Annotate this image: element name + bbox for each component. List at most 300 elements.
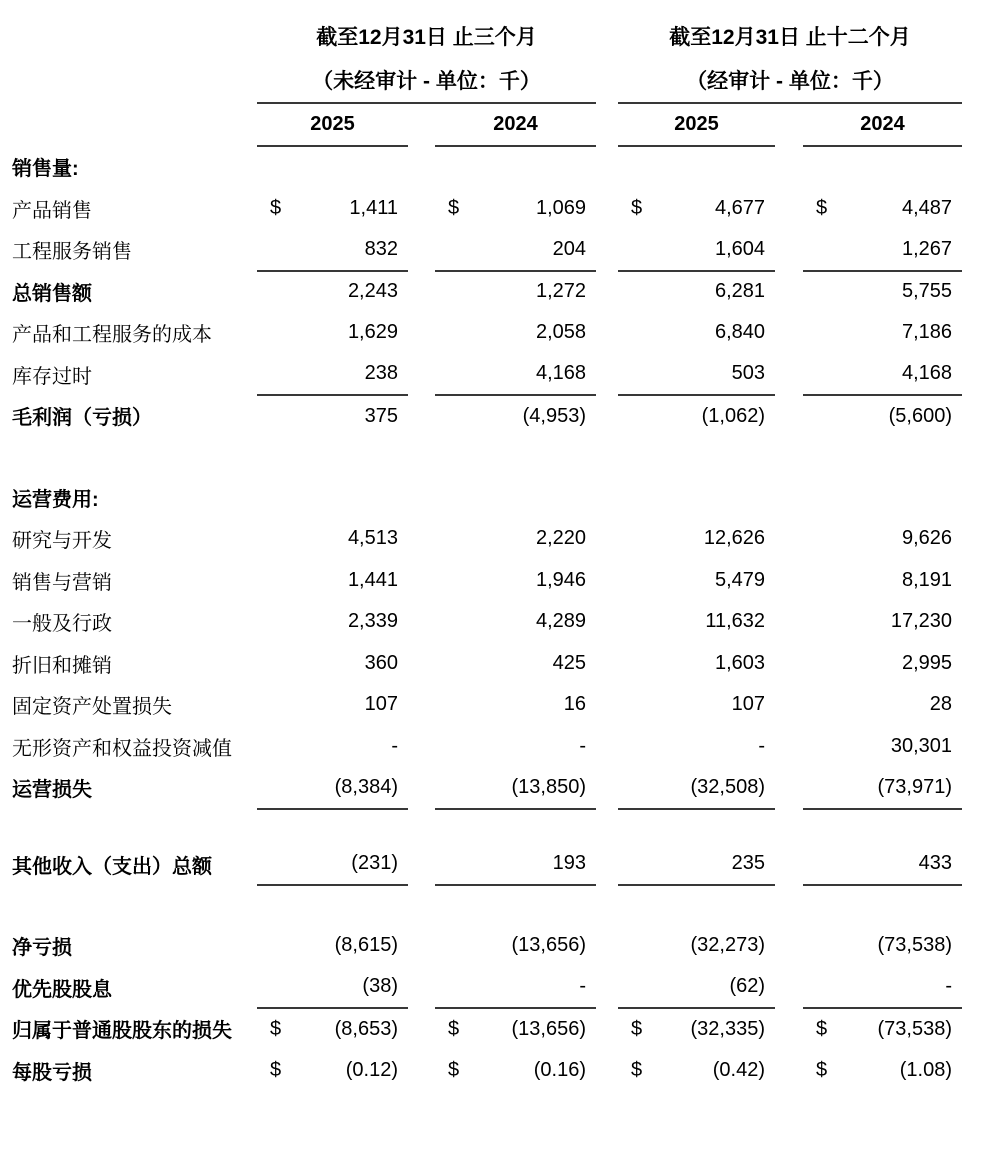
right-margin xyxy=(962,601,984,643)
currency-cell xyxy=(435,271,465,313)
currency-cell xyxy=(618,229,648,271)
right-margin xyxy=(962,560,984,602)
right-margin xyxy=(962,967,984,1009)
row-label: 产品销售 xyxy=(12,199,92,222)
cell-value: 5,479 xyxy=(714,568,766,591)
column-gap xyxy=(775,1050,803,1092)
column-gap xyxy=(775,312,803,354)
column-gap xyxy=(775,601,803,643)
row-label: 总销售额 xyxy=(12,282,92,305)
year-column-y-2024: 2024 xyxy=(803,103,962,146)
row-label: 运营费用: xyxy=(12,488,99,511)
table-row xyxy=(0,726,984,768)
column-gap xyxy=(596,229,618,271)
cell-value xyxy=(465,477,596,519)
year-column-y-2025: 2025 xyxy=(618,103,775,146)
cell-value: (73,538) xyxy=(877,934,953,957)
right-margin xyxy=(962,14,984,58)
currency-cell xyxy=(803,767,833,809)
cell-value: (32,335) xyxy=(690,1017,766,1040)
table-row xyxy=(0,844,984,886)
cell-value: 375 xyxy=(364,404,398,427)
column-gap xyxy=(408,726,435,768)
currency-cell xyxy=(803,518,833,560)
row-label: 其他收入（支出）总额 xyxy=(12,855,212,878)
section-row xyxy=(0,477,984,519)
currency-symbol: $ xyxy=(270,1017,282,1040)
right-margin xyxy=(962,188,984,230)
column-gap xyxy=(408,1008,435,1050)
column-gap xyxy=(596,518,618,560)
column-gap xyxy=(775,925,803,967)
cell-value: 204 xyxy=(465,229,596,271)
cell-value: (0.12) xyxy=(345,1058,398,1081)
column-gap xyxy=(408,601,435,643)
column-gap xyxy=(596,1008,618,1050)
row-label: 销售量: xyxy=(12,158,79,181)
currency-cell xyxy=(257,684,287,726)
column-gap xyxy=(408,684,435,726)
cell-value: (62) xyxy=(648,967,775,1009)
cell-value: 7,186 xyxy=(901,321,953,344)
currency-cell xyxy=(257,271,287,313)
column-gap xyxy=(408,518,435,560)
table-row xyxy=(0,271,984,313)
column-gap xyxy=(775,395,803,437)
column-gap xyxy=(775,560,803,602)
cell-value xyxy=(648,477,775,519)
currency-cell xyxy=(257,518,287,560)
currency-cell xyxy=(435,726,465,768)
currency-cell xyxy=(257,395,287,437)
cell-value: (231) xyxy=(287,844,408,886)
currency-cell xyxy=(803,726,833,768)
cell-value: - xyxy=(579,734,587,757)
cell-value: (73,971) xyxy=(833,767,962,809)
table-row xyxy=(0,395,984,437)
currency-cell xyxy=(803,477,833,519)
currency-cell xyxy=(618,146,648,188)
column-gap xyxy=(408,103,435,146)
cell-value: 2,339 xyxy=(347,610,398,633)
cell-value: 16 xyxy=(563,693,587,716)
currency-cell xyxy=(435,684,465,726)
table-row xyxy=(0,188,984,230)
column-gap xyxy=(775,188,803,230)
row-label: 销售与营销 xyxy=(12,571,112,594)
column-gap xyxy=(775,271,803,313)
cell-value: 6,281 xyxy=(714,280,766,303)
currency-cell xyxy=(435,967,465,1009)
currency-cell xyxy=(618,601,648,643)
cell-value: 4,289 xyxy=(535,610,587,633)
cell-value: 8,191 xyxy=(901,568,953,591)
currency-cell xyxy=(257,560,287,602)
row-label: 产品和工程服务的成本 xyxy=(12,324,212,347)
column-gap xyxy=(596,395,618,437)
right-margin xyxy=(962,518,984,560)
header-group-subtitle-row xyxy=(0,58,984,103)
currency-cell xyxy=(435,601,465,643)
currency-cell xyxy=(803,560,833,602)
right-margin xyxy=(962,684,984,726)
cell-value: 360 xyxy=(364,651,398,674)
row-label: 折旧和摊销 xyxy=(12,654,112,677)
currency-cell xyxy=(803,395,833,437)
currency-cell xyxy=(435,146,465,188)
currency-cell xyxy=(618,518,648,560)
currency-symbol: $ xyxy=(816,1058,828,1081)
currency-cell xyxy=(257,925,287,967)
table-row xyxy=(0,643,984,685)
table-row xyxy=(0,229,984,271)
currency-cell xyxy=(618,726,648,768)
cell-value: (13,656) xyxy=(511,934,587,957)
cell-value xyxy=(648,146,775,188)
column-gap xyxy=(596,58,618,103)
currency-cell xyxy=(618,312,648,354)
column-gap xyxy=(596,103,618,146)
cell-value xyxy=(465,146,596,188)
table-body xyxy=(0,146,984,1091)
cell-value: (32,508) xyxy=(648,767,775,809)
cell-value: 11,632 xyxy=(705,610,766,633)
currency-symbol: $ xyxy=(448,1058,460,1081)
column-gap xyxy=(408,312,435,354)
spacer-cell xyxy=(0,885,984,925)
cell-value: (73,538) xyxy=(877,1017,953,1040)
right-margin xyxy=(962,767,984,809)
spacer-cell xyxy=(0,809,984,844)
row-label: 净亏损 xyxy=(12,937,72,960)
cell-value: 2,995 xyxy=(901,651,953,674)
row-label: 固定资产处置损失 xyxy=(12,696,172,719)
currency-cell xyxy=(803,146,833,188)
cell-value: 1,603 xyxy=(714,651,766,674)
currency-cell xyxy=(803,925,833,967)
cell-value: (8,615) xyxy=(334,934,398,957)
right-margin xyxy=(962,925,984,967)
column-gap xyxy=(596,312,618,354)
cell-value: 503 xyxy=(648,354,775,396)
column-gap xyxy=(596,684,618,726)
cell-value: 193 xyxy=(465,844,596,886)
currency-cell xyxy=(618,354,648,396)
column-gap xyxy=(775,844,803,886)
currency-symbol: $ xyxy=(816,196,828,219)
currency-symbol: $ xyxy=(631,1017,643,1040)
column-gap xyxy=(775,684,803,726)
cell-value: 5,755 xyxy=(901,280,953,303)
header-label-spacer xyxy=(0,58,257,103)
column-gap xyxy=(775,643,803,685)
column-gap xyxy=(596,601,618,643)
cell-value: 4,168 xyxy=(465,354,596,396)
cell-value: 12,626 xyxy=(703,527,766,550)
currency-symbol: $ xyxy=(816,1017,828,1040)
cell-value: 9,626 xyxy=(901,527,953,550)
right-margin xyxy=(962,1050,984,1092)
column-gap xyxy=(408,967,435,1009)
spacer-cell xyxy=(0,437,984,477)
table-row xyxy=(0,925,984,967)
column-gap xyxy=(775,1008,803,1050)
currency-cell xyxy=(257,312,287,354)
currency-cell xyxy=(257,354,287,396)
cell-value: 2,220 xyxy=(535,527,587,550)
table-row xyxy=(0,1008,984,1050)
currency-cell xyxy=(803,684,833,726)
cell-value: 2,058 xyxy=(535,321,587,344)
cell-value: 235 xyxy=(648,844,775,886)
row-label: 毛利润（亏损） xyxy=(12,407,152,430)
cell-value: - xyxy=(391,734,398,757)
column-gap xyxy=(775,477,803,519)
table-row xyxy=(0,684,984,726)
right-margin xyxy=(962,643,984,685)
cell-value: (38) xyxy=(287,967,408,1009)
currency-cell xyxy=(435,229,465,271)
right-margin xyxy=(962,354,984,396)
right-margin xyxy=(962,229,984,271)
cell-value: 107 xyxy=(731,693,766,716)
cell-value: 1,267 xyxy=(833,229,962,271)
row-label: 优先股股息 xyxy=(12,978,112,1001)
cell-value: 17,230 xyxy=(890,610,953,633)
currency-symbol: $ xyxy=(270,1058,282,1081)
column-gap xyxy=(596,844,618,886)
cell-value: 1,272 xyxy=(535,280,587,303)
currency-cell xyxy=(803,229,833,271)
table-row xyxy=(0,354,984,396)
right-margin xyxy=(962,146,984,188)
column-gap xyxy=(408,767,435,809)
cell-value: (13,656) xyxy=(511,1017,587,1040)
currency-cell xyxy=(803,312,833,354)
column-gap xyxy=(408,395,435,437)
column-gap xyxy=(408,1050,435,1092)
currency-cell xyxy=(435,354,465,396)
cell-value: 4,513 xyxy=(347,527,398,550)
currency-cell xyxy=(435,477,465,519)
right-margin xyxy=(962,271,984,313)
column-gap xyxy=(596,14,618,58)
column-gap xyxy=(596,146,618,188)
column-gap xyxy=(408,844,435,886)
cell-value xyxy=(833,146,962,188)
column-gap xyxy=(596,925,618,967)
row-label: 无形资产和权益投资减值 xyxy=(12,737,232,760)
table-row xyxy=(0,967,984,1009)
cell-value: (4,953) xyxy=(522,404,587,427)
column-gap xyxy=(408,229,435,271)
cell-value: - xyxy=(465,967,596,1009)
cell-value: 425 xyxy=(552,651,587,674)
currency-symbol: $ xyxy=(270,196,282,219)
column-gap xyxy=(775,354,803,396)
currency-cell xyxy=(435,643,465,685)
spacer-row xyxy=(0,437,984,477)
header-years-row xyxy=(0,103,984,146)
cell-value: 1,441 xyxy=(347,568,398,591)
currency-symbol: $ xyxy=(631,196,643,219)
column-gap xyxy=(775,103,803,146)
currency-cell xyxy=(618,967,648,1009)
column-gap xyxy=(775,229,803,271)
right-margin xyxy=(962,844,984,886)
row-label: 研究与开发 xyxy=(12,530,112,553)
cell-value: (0.42) xyxy=(712,1058,766,1081)
currency-cell xyxy=(618,925,648,967)
cell-value: 30,301 xyxy=(890,734,953,757)
column-gap xyxy=(596,354,618,396)
currency-cell xyxy=(257,601,287,643)
currency-cell xyxy=(435,518,465,560)
cell-value: - xyxy=(758,734,766,757)
cell-value: - xyxy=(833,967,962,1009)
cell-value: 6,840 xyxy=(714,321,766,344)
currency-cell xyxy=(257,844,287,886)
column-gap xyxy=(408,271,435,313)
currency-symbol: $ xyxy=(448,1017,460,1040)
table-row xyxy=(0,560,984,602)
column-gap xyxy=(775,146,803,188)
column-gap xyxy=(775,726,803,768)
currency-cell xyxy=(803,601,833,643)
column-gap xyxy=(775,967,803,1009)
currency-cell xyxy=(803,844,833,886)
group-subtitle-unaudited: （未经审计 - 单位：千） xyxy=(257,58,596,103)
row-label: 每股亏损 xyxy=(12,1061,92,1084)
currency-cell xyxy=(618,767,648,809)
right-margin xyxy=(962,395,984,437)
currency-symbol: $ xyxy=(448,196,460,219)
row-label: 一般及行政 xyxy=(12,613,112,636)
header-group-title-row xyxy=(0,14,984,58)
currency-cell xyxy=(435,844,465,886)
cell-value: 1,069 xyxy=(535,196,587,219)
cell-value: 433 xyxy=(833,844,962,886)
right-margin xyxy=(962,58,984,103)
currency-cell xyxy=(803,354,833,396)
year-column-q-2025: 2025 xyxy=(257,103,408,146)
currency-cell xyxy=(618,560,648,602)
currency-cell xyxy=(257,967,287,1009)
column-gap xyxy=(408,560,435,602)
cell-value: 28 xyxy=(929,693,953,716)
right-margin xyxy=(962,312,984,354)
currency-cell xyxy=(257,146,287,188)
spacer-row xyxy=(0,885,984,925)
right-margin xyxy=(962,726,984,768)
right-margin xyxy=(962,477,984,519)
cell-value: (8,384) xyxy=(287,767,408,809)
column-gap xyxy=(408,925,435,967)
column-gap xyxy=(596,560,618,602)
column-gap xyxy=(408,188,435,230)
cell-value: (13,850) xyxy=(465,767,596,809)
group-title-three-months: 截至12月31日 止三个月 xyxy=(316,26,537,49)
currency-cell xyxy=(618,643,648,685)
currency-cell xyxy=(618,271,648,313)
cell-value: 4,677 xyxy=(714,196,766,219)
currency-cell xyxy=(803,967,833,1009)
currency-cell xyxy=(803,271,833,313)
column-gap xyxy=(596,643,618,685)
currency-cell xyxy=(803,643,833,685)
header-label-spacer xyxy=(0,103,257,146)
column-gap xyxy=(596,477,618,519)
currency-cell xyxy=(435,395,465,437)
cell-value: 1,411 xyxy=(349,196,398,219)
column-gap xyxy=(775,518,803,560)
cell-value: 2,243 xyxy=(347,280,398,303)
group-subtitle-audited: （经审计 - 单位：千） xyxy=(618,58,962,103)
currency-cell xyxy=(435,312,465,354)
column-gap xyxy=(596,271,618,313)
column-gap xyxy=(408,354,435,396)
column-gap xyxy=(596,967,618,1009)
cell-value: 238 xyxy=(287,354,408,396)
header-label-spacer xyxy=(0,14,257,58)
table-row xyxy=(0,767,984,809)
currency-cell xyxy=(257,726,287,768)
currency-cell xyxy=(618,684,648,726)
column-gap xyxy=(775,767,803,809)
group-title-twelve-months: 截至12月31日 止十二个月 xyxy=(669,26,911,49)
currency-cell xyxy=(618,395,648,437)
currency-cell xyxy=(257,477,287,519)
cell-value xyxy=(287,146,408,188)
cell-value: (32,273) xyxy=(690,934,766,957)
cell-value: (0.16) xyxy=(533,1058,587,1081)
cell-value: 832 xyxy=(287,229,408,271)
column-gap xyxy=(596,767,618,809)
row-label: 工程服务销售 xyxy=(12,241,132,264)
right-margin xyxy=(962,103,984,146)
column-gap xyxy=(408,477,435,519)
cell-value xyxy=(833,477,962,519)
currency-cell xyxy=(618,477,648,519)
section-row xyxy=(0,146,984,188)
cell-value: (1,062) xyxy=(701,404,766,427)
table-row xyxy=(0,518,984,560)
cell-value: 4,168 xyxy=(833,354,962,396)
row-label: 运营损失 xyxy=(12,779,92,802)
currency-symbol: $ xyxy=(631,1058,643,1081)
table-row xyxy=(0,601,984,643)
cell-value: 1,604 xyxy=(648,229,775,271)
column-gap xyxy=(408,146,435,188)
spacer-row xyxy=(0,809,984,844)
cell-value: (1.08) xyxy=(899,1058,953,1081)
cell-value: 1,946 xyxy=(535,568,587,591)
table-row xyxy=(0,312,984,354)
table-header xyxy=(0,14,984,146)
cell-value: (5,600) xyxy=(888,404,953,427)
column-gap xyxy=(596,1050,618,1092)
row-label: 归属于普通股股东的损失 xyxy=(12,1020,232,1043)
currency-cell xyxy=(435,925,465,967)
cell-value xyxy=(287,477,408,519)
cell-value: 4,487 xyxy=(901,196,953,219)
column-gap xyxy=(596,726,618,768)
cell-value: 107 xyxy=(364,693,398,716)
right-margin xyxy=(962,1008,984,1050)
financial-table xyxy=(0,14,984,1091)
year-column-q-2024: 2024 xyxy=(435,103,596,146)
row-label: 库存过时 xyxy=(12,365,92,388)
